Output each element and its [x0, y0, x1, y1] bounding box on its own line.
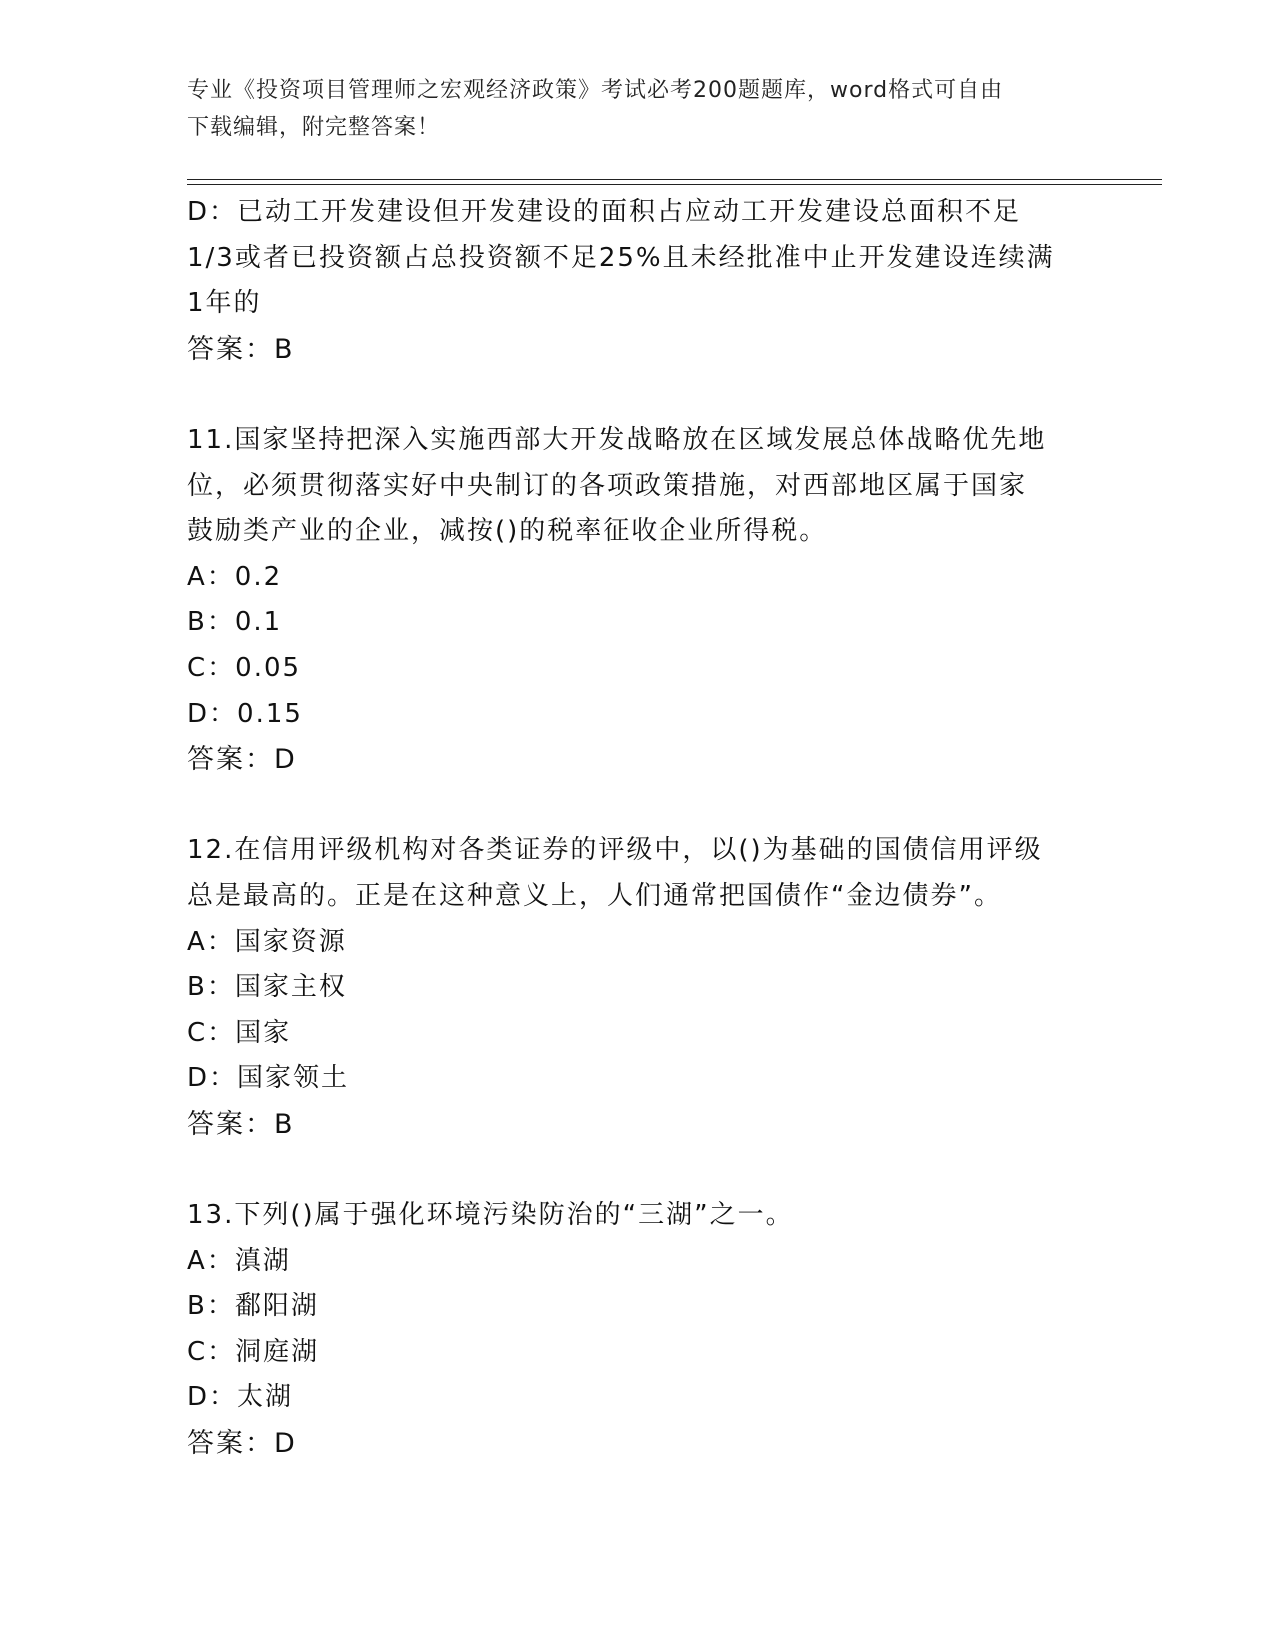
option-b: B：0.1 [187, 607, 283, 638]
option-c: C：洞庭湖 [187, 1336, 320, 1367]
option-c: C：国家 [187, 1017, 292, 1048]
spacer [187, 1147, 1087, 1193]
question-stem-line-1: 13.下列()属于强化环境污染防治的“三湖”之一。 [187, 1200, 794, 1231]
option-d: D：太湖 [187, 1382, 294, 1413]
option-c: C：0.05 [187, 652, 302, 683]
answer: 答案：D [187, 1428, 297, 1460]
option-d: D：0.15 [187, 698, 303, 729]
header-divider-bottom [187, 184, 1162, 185]
spacer [187, 372, 1087, 418]
answer: 答案：B [187, 1108, 295, 1140]
spacer [187, 783, 1087, 829]
question-stem-line-3: 鼓励类产业的企业，减按()的税率征收企业所得税。 [187, 516, 828, 547]
question-13 [187, 1193, 1087, 1467]
option-d-line-2: 1/3或者已投资额占总投资额不足25%且未经批准中止开发建设连续满 [187, 242, 1055, 273]
option-a: A：0.2 [187, 561, 283, 592]
question-12 [187, 828, 1087, 1147]
document-header [187, 72, 1087, 146]
header-title-line-1: 专业《投资项目管理师之宏观经济政策》考试必考200题题库，word格式可自由 [187, 78, 1004, 103]
option-a: A：国家资源 [187, 926, 347, 957]
question-stem-line-1: 11.国家坚持把深入实施西部大开发战略放在区域发展总体战略优先地 [187, 424, 1047, 455]
question-10-tail [187, 190, 1087, 372]
header-title-line-2: 下载编辑，附完整答案！ [187, 115, 441, 140]
question-11 [187, 418, 1087, 783]
option-d: D：国家领土 [187, 1063, 350, 1094]
question-list [187, 190, 1087, 1467]
answer: 答案：B [187, 333, 295, 365]
question-stem-line-2: 总是最高的。正是在这种意义上，人们通常把国债作“金边债券”。 [187, 880, 1002, 911]
option-a: A：滇湖 [187, 1245, 291, 1276]
option-b: B：国家主权 [187, 972, 347, 1003]
question-stem-line-2: 位，必须贯彻落实好中央制订的各项政策措施，对西部地区属于国家 [187, 470, 1028, 501]
question-stem-line-1: 12.在信用评级机构对各类证券的评级中，以()为基础的国债信用评级 [187, 835, 1043, 866]
option-b: B：鄱阳湖 [187, 1291, 319, 1322]
option-d-line-3: 1年的 [187, 288, 262, 319]
header-divider-top [187, 179, 1162, 180]
option-d-line-1: D：已动工开发建设但开发建设的面积占应动工开发建设总面积不足 [187, 197, 1022, 227]
answer: 答案：D [187, 744, 297, 776]
